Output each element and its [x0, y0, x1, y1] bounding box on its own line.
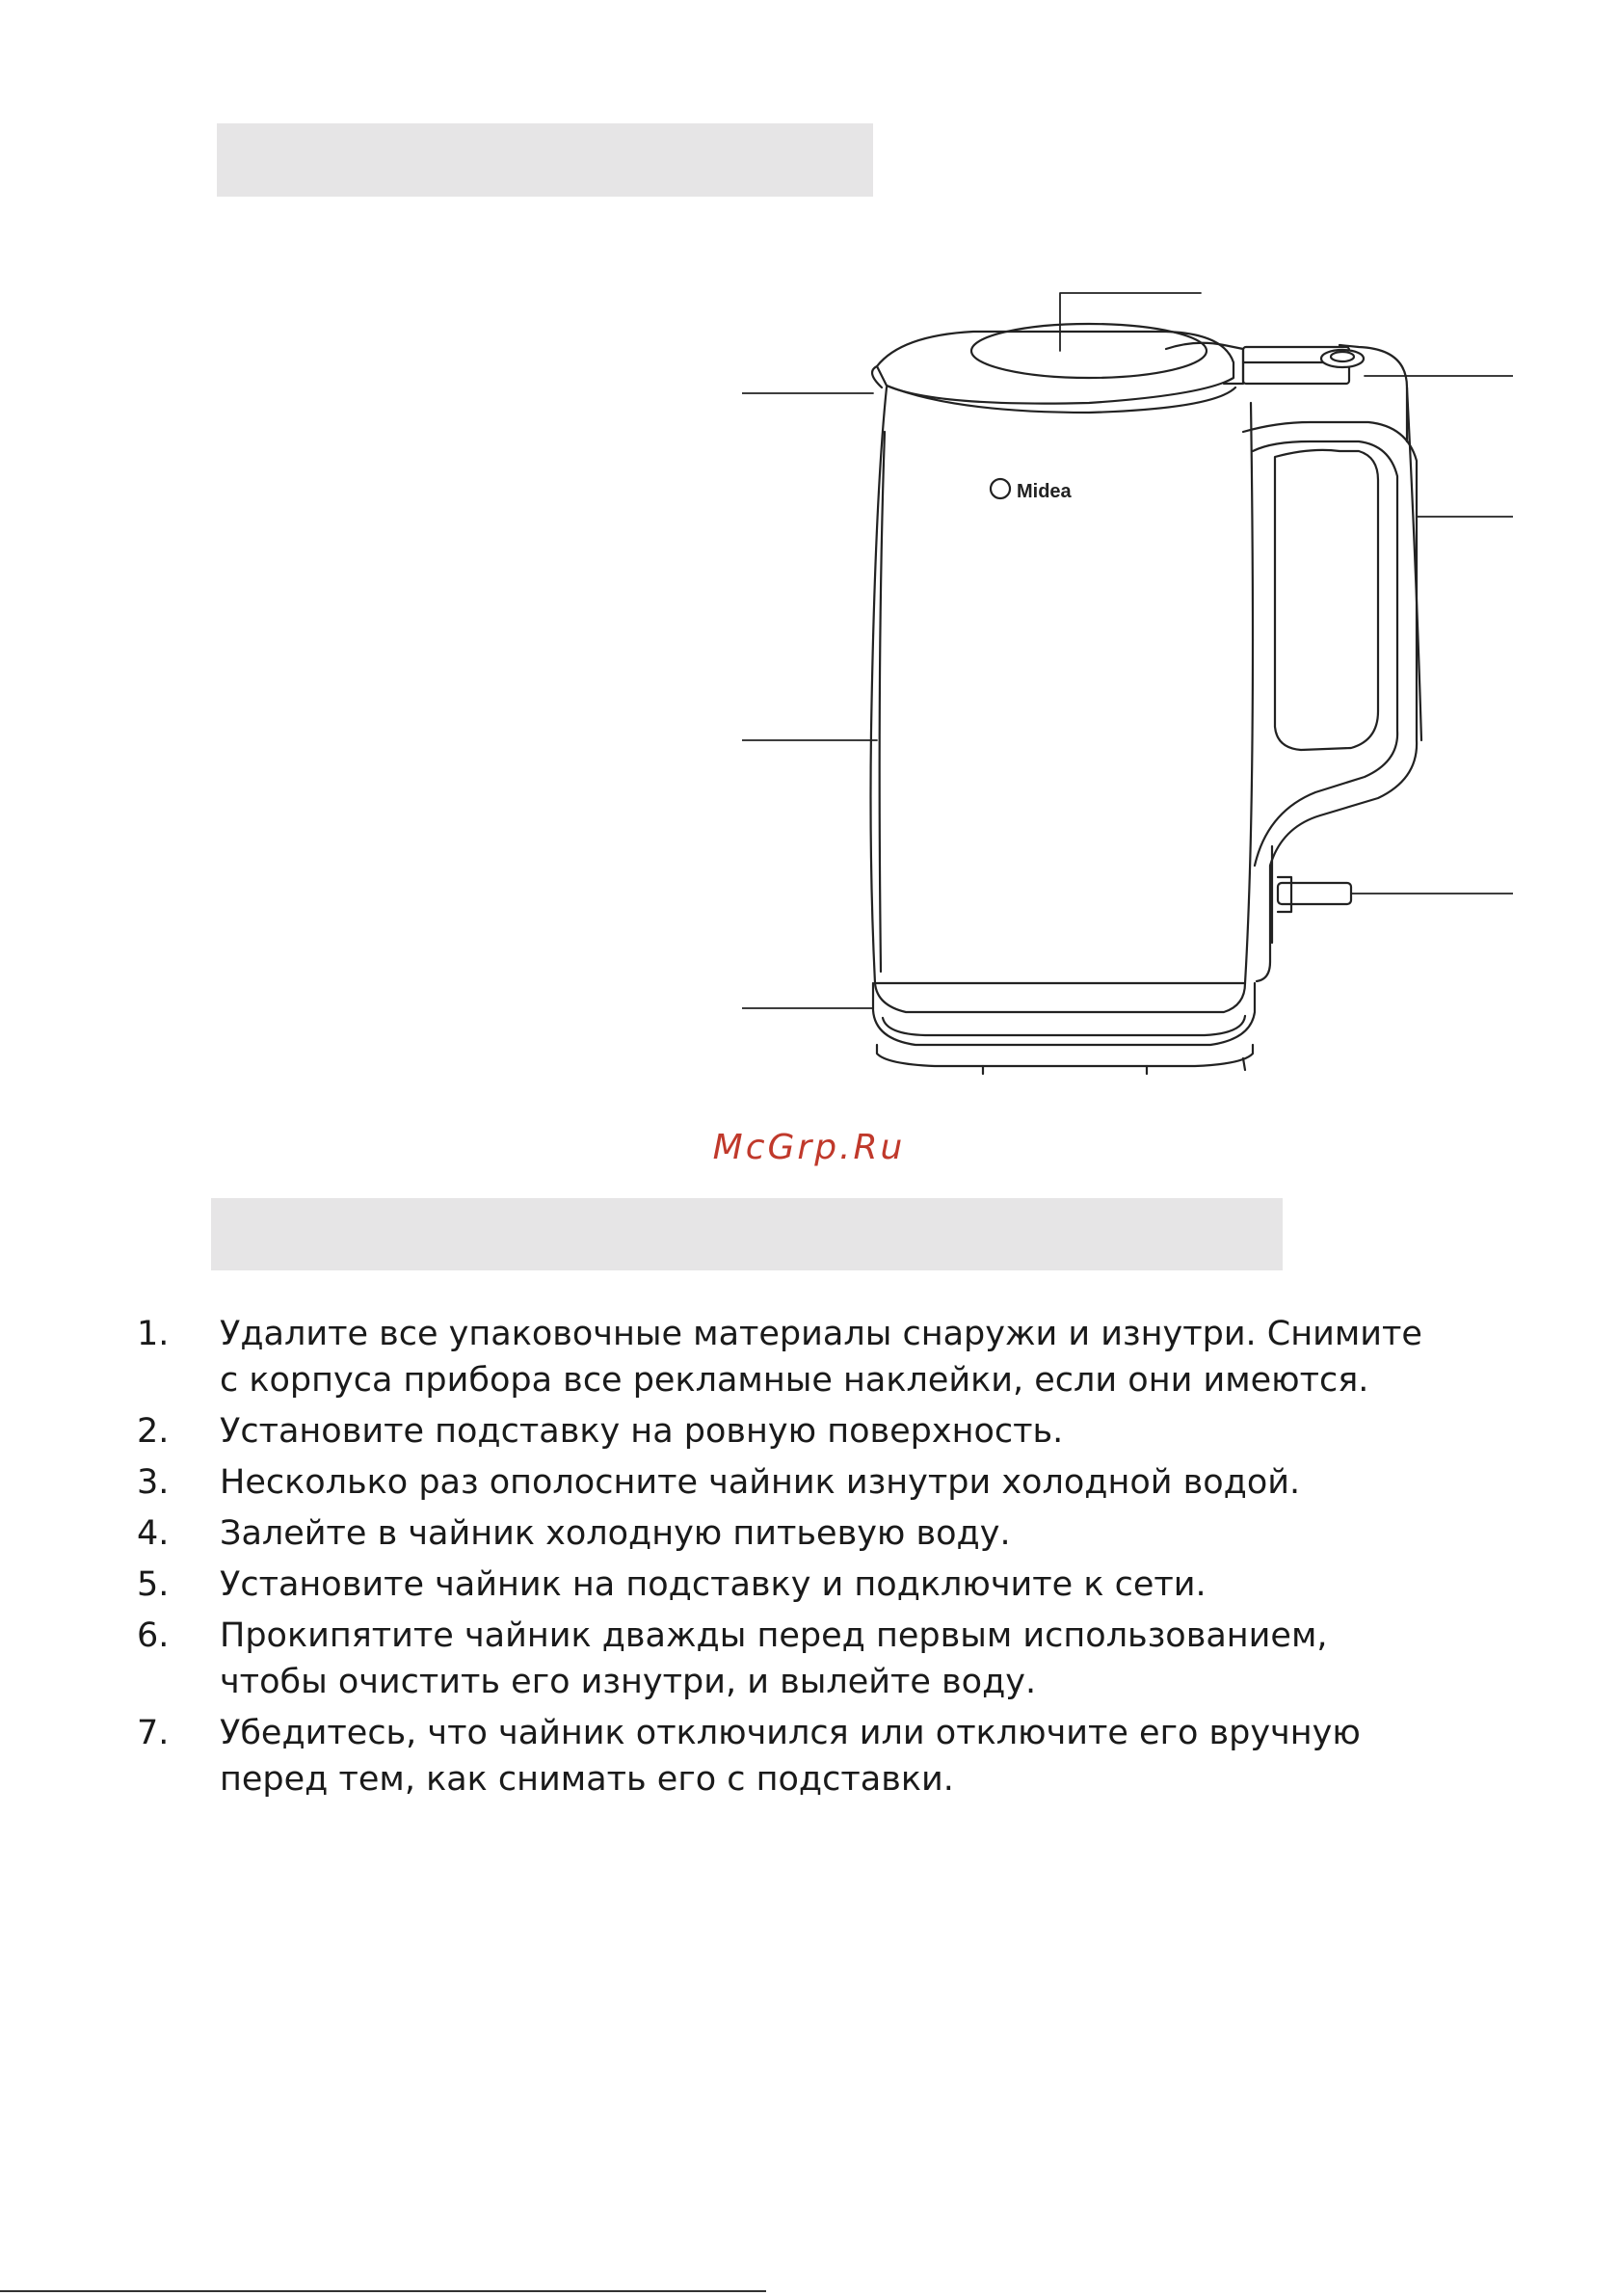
midea-logo-mark — [991, 479, 1010, 498]
step-number: 2. — [137, 1412, 170, 1451]
kettle-base — [873, 983, 1255, 1074]
section-header-bar-top — [217, 123, 873, 197]
watermark: McGrp.Ru — [712, 1128, 906, 1167]
step-text-line: Прокипятите чайник дважды перед первым использованием, — [220, 1616, 1328, 1655]
step-number: 4. — [137, 1514, 170, 1553]
step-text-line: Установите подставку на ровную поверхность. — [220, 1412, 1064, 1451]
list-item — [137, 1510, 1486, 1557]
list-item — [137, 1459, 1486, 1506]
step-text-line: Убедитесь, что чайник отключился или отключите его вручную — [220, 1714, 1361, 1752]
step-text-line: с корпуса прибора все рекламные наклейки, если они имеются. — [220, 1361, 1369, 1400]
step-text-line: Залейте в чайник холодную питьевую воду. — [220, 1514, 1011, 1553]
bottom-rule — [0, 2290, 766, 2292]
cord-clip — [1272, 846, 1351, 943]
section-header-bar-middle — [211, 1198, 1283, 1270]
instruction-list — [137, 1311, 1486, 1807]
list-item — [137, 1562, 1486, 1608]
step-text-line: Удалите все упаковочные материалы снаружи и изнутри. Снимите — [220, 1315, 1422, 1353]
kettle-lid — [872, 324, 1235, 413]
step-number: 6. — [137, 1616, 170, 1655]
list-item — [137, 1311, 1486, 1403]
step-number: 5. — [137, 1565, 170, 1604]
step-text-line: Установите чайник на подставку и подключите к сети. — [220, 1565, 1207, 1604]
list-item — [137, 1710, 1486, 1802]
step-text-line: Несколько раз ополосните чайник изнутри холодной водой. — [220, 1463, 1301, 1502]
list-item — [137, 1408, 1486, 1455]
brand-logo: Midea — [1017, 481, 1072, 502]
step-text-line: чтобы очистить его изнутри, и вылейте воду. — [220, 1663, 1037, 1701]
step-number: 7. — [137, 1714, 170, 1752]
list-item — [137, 1613, 1486, 1705]
step-text-line: перед тем, как снимать его с подставки. — [220, 1760, 954, 1799]
kettle-diagram — [742, 287, 1513, 1087]
step-number: 3. — [137, 1463, 170, 1502]
step-number: 1. — [137, 1315, 170, 1353]
